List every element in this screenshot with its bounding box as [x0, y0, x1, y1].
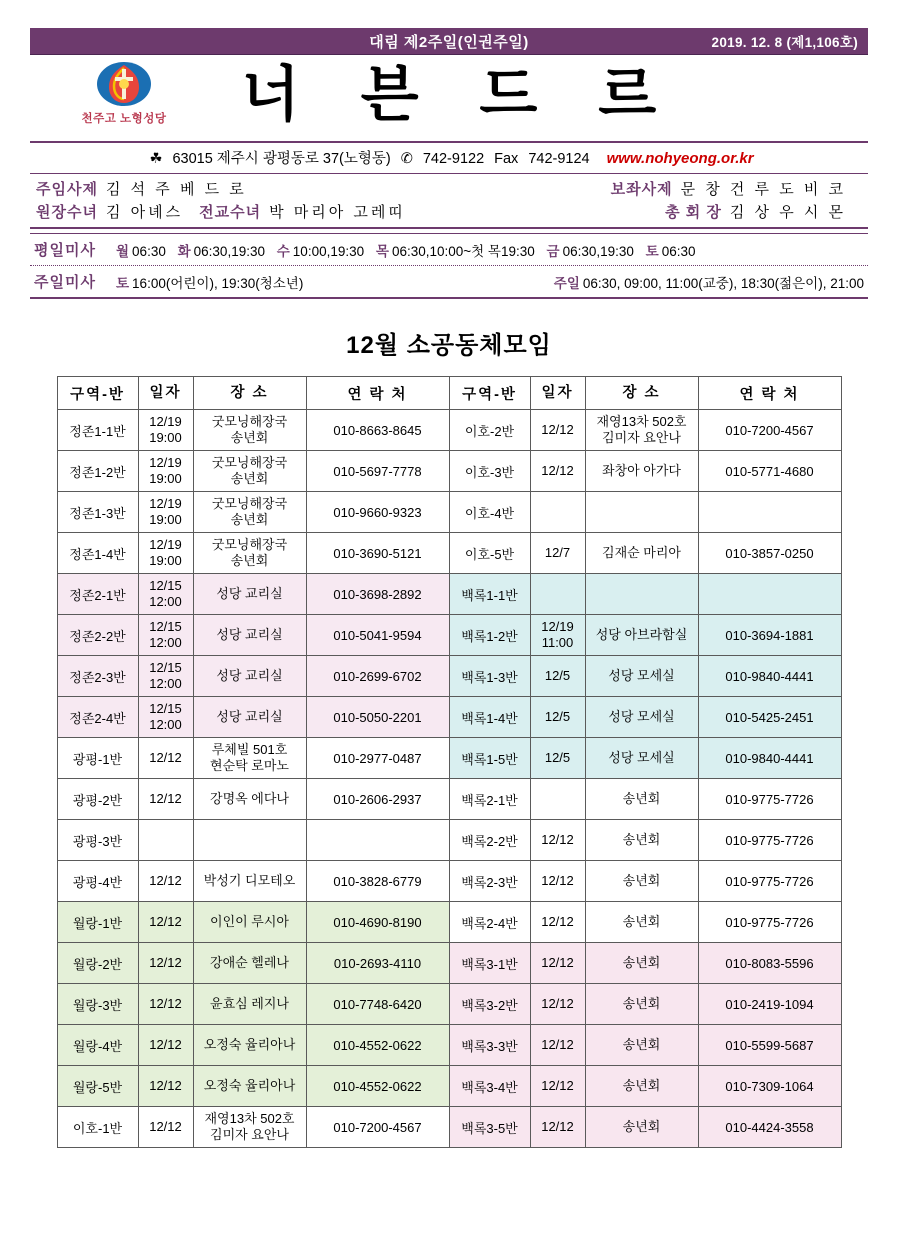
- associate-pastor-name: 문 창 건 루 도 비 코: [680, 181, 846, 198]
- cell-place-right: 송년회: [585, 1107, 698, 1148]
- cell-tel-right: 010-9840-4441: [698, 738, 841, 779]
- cell-place-left: 성당 교리실: [193, 697, 306, 738]
- small-community-meeting-table: [57, 376, 842, 1148]
- cell-group-right: 백록3-1반: [449, 943, 530, 984]
- cell-tel-right: 010-2419-1094: [698, 984, 841, 1025]
- table-row: [57, 984, 841, 1025]
- sunday-times-group: [554, 272, 864, 292]
- staff-row-sisters: [36, 200, 862, 223]
- cell-place-left: 오정숙 율리아나: [193, 1066, 306, 1107]
- table-row: [57, 574, 841, 615]
- superior-sister-label: 원장수녀: [36, 204, 98, 221]
- cell-group-left: 광평-3반: [57, 820, 138, 861]
- cell-tel-left: 010-3698-2892: [306, 574, 449, 615]
- weekday-day-1: 화: [177, 243, 191, 259]
- cell-place-right: 송년회: [585, 1025, 698, 1066]
- cell-group-right: 백록1-2반: [449, 615, 530, 656]
- cell-date-right: 12/12: [530, 984, 585, 1025]
- parish-fax: 742-9124: [528, 151, 590, 167]
- cell-tel-left: 010-8663-8645: [306, 410, 449, 451]
- cell-place-left: 박성기 디모테오: [193, 861, 306, 902]
- cell-tel-left: [306, 820, 449, 861]
- cell-tel-right: 010-9775-7726: [698, 902, 841, 943]
- cell-group-right: 백록1-3반: [449, 656, 530, 697]
- cell-place-right: [585, 492, 698, 533]
- cell-tel-left: 010-7748-6420: [306, 984, 449, 1025]
- cell-date-left: 12/12: [138, 738, 193, 779]
- catechist-sister-label: 전교수녀: [199, 204, 262, 221]
- catechist-sister-name: 박 마리아 고레띠: [269, 204, 406, 221]
- phone-icon: ✆: [400, 151, 413, 167]
- th-tel-left: 연 락 처: [306, 377, 449, 410]
- liturgical-season-title: 대림 제2주일(인권주일): [369, 33, 529, 51]
- cell-group-right: 이호-3반: [449, 451, 530, 492]
- cell-date-left: 12/19 19:00: [138, 410, 193, 451]
- cell-group-left: 월랑-4반: [57, 1025, 138, 1066]
- cell-date-left: 12/12: [138, 1107, 193, 1148]
- pastor-name: 김 석 주 베 드 로: [105, 181, 247, 198]
- cell-date-right: 12/12: [530, 1066, 585, 1107]
- table-header-row: [57, 377, 841, 410]
- pastor-label: 주임사제: [36, 181, 98, 198]
- th-place-right: 장 소: [585, 377, 698, 410]
- cell-place-left: 성당 교리실: [193, 574, 306, 615]
- table-row: [57, 943, 841, 984]
- cell-tel-right: 010-9840-4441: [698, 656, 841, 697]
- cell-date-right: 12/12: [530, 451, 585, 492]
- cell-date-right: 12/12: [530, 1025, 585, 1066]
- cell-tel-left: 010-4552-0622: [306, 1025, 449, 1066]
- weekday-mass-times: [116, 240, 864, 260]
- weekday-time-4: 06:30,19:30: [562, 243, 634, 259]
- sunday-time: 06:30, 09:00, 11:00(교중), 18:30(젊은이), 21:00: [582, 275, 864, 291]
- cell-group-left: 정존1-4반: [57, 533, 138, 574]
- cell-date-left: 12/12: [138, 779, 193, 820]
- parish-phone: 742-9122: [422, 151, 485, 167]
- cell-date-right: 12/19 11:00: [530, 615, 585, 656]
- cell-group-left: 정존2-3반: [57, 656, 138, 697]
- cell-date-left: 12/12: [138, 1025, 193, 1066]
- cell-date-right: 12/12: [530, 1107, 585, 1148]
- table-row: [57, 533, 841, 574]
- cell-tel-right: 010-3694-1881: [698, 615, 841, 656]
- cell-group-left: 월랑-5반: [57, 1066, 138, 1107]
- cell-tel-left: 010-5050-2201: [306, 697, 449, 738]
- cell-tel-left: 010-9660-9323: [306, 492, 449, 533]
- parish-address: 63015 제주시 광평동로 37(노형동): [172, 151, 391, 167]
- table-row: [57, 902, 841, 943]
- cell-group-left: 정존1-2반: [57, 451, 138, 492]
- sunday-saturday-time: 16:00(어린이), 19:30(청소년): [132, 275, 304, 291]
- cell-group-left: 정존2-4반: [57, 697, 138, 738]
- fax-label: Fax: [494, 151, 519, 167]
- table-row: [57, 820, 841, 861]
- church-emblem-icon: [95, 59, 153, 109]
- cell-tel-right: 010-3857-0250: [698, 533, 841, 574]
- cell-date-left: 12/19 19:00: [138, 533, 193, 574]
- weekday-day-3: 목: [375, 243, 389, 259]
- cell-tel-right: 010-9775-7726: [698, 861, 841, 902]
- cell-date-left: 12/12: [138, 943, 193, 984]
- cell-tel-left: 010-2606-2937: [306, 779, 449, 820]
- weekday-time-3: 06:30,10:00~첫 목19:30: [391, 243, 535, 259]
- cell-date-left: 12/19 19:00: [138, 451, 193, 492]
- staff-section: [30, 174, 868, 229]
- cell-group-right: 백록2-1반: [449, 779, 530, 820]
- th-group-right: 구역-반: [449, 377, 530, 410]
- cell-group-left: 광평-4반: [57, 861, 138, 902]
- cell-date-left: [138, 820, 193, 861]
- cell-date-left: 12/19 19:00: [138, 492, 193, 533]
- parish-logo: [72, 59, 176, 126]
- cell-group-right: 백록3-5반: [449, 1107, 530, 1148]
- cell-tel-right: 010-7309-1064: [698, 1066, 841, 1107]
- cell-group-left: 정존1-1반: [57, 410, 138, 451]
- cell-group-left: 이호-1반: [57, 1107, 138, 1148]
- table-row: [57, 451, 841, 492]
- parish-logo-caption: 천주고 노형성당: [81, 113, 167, 125]
- cell-tel-left: 010-2699-6702: [306, 656, 449, 697]
- cell-date-right: 12/12: [530, 902, 585, 943]
- issue-date-number: 2019. 12. 8 (제1,106호): [711, 35, 858, 50]
- cell-place-right: 송년회: [585, 820, 698, 861]
- cell-place-left: 윤효심 레지나: [193, 984, 306, 1025]
- cell-tel-left: 010-5697-7778: [306, 451, 449, 492]
- cell-place-right: 김재순 마리아: [585, 533, 698, 574]
- table-body: [57, 410, 841, 1148]
- cell-date-right: 12/5: [530, 697, 585, 738]
- table-row: [57, 615, 841, 656]
- cell-tel-right: 010-7200-4567: [698, 410, 841, 451]
- cell-date-right: [530, 574, 585, 615]
- table-row: [57, 738, 841, 779]
- cell-tel-left: 010-3690-5121: [306, 533, 449, 574]
- table-row: [57, 410, 841, 451]
- cell-place-left: 굿모닝해장국 송년회: [193, 533, 306, 574]
- cell-place-right: 송년회: [585, 779, 698, 820]
- mass-schedule: [30, 233, 868, 299]
- cell-tel-right: 010-9775-7726: [698, 820, 841, 861]
- cell-group-right: 백록2-3반: [449, 861, 530, 902]
- cell-tel-right: 010-5425-2451: [698, 697, 841, 738]
- cell-place-left: 성당 교리실: [193, 615, 306, 656]
- cell-tel-right: 010-4424-3558: [698, 1107, 841, 1148]
- superior-sister-name: 김 아녜스: [105, 204, 184, 221]
- weekday-day-5: 토: [645, 243, 659, 259]
- cell-tel-right: [698, 574, 841, 615]
- cell-date-right: 12/12: [530, 410, 585, 451]
- th-date-right: 일자: [530, 377, 585, 410]
- parish-website-link[interactable]: www.nohyeong.or.kr: [606, 150, 754, 167]
- cell-tel-left: 010-5041-9594: [306, 615, 449, 656]
- cell-tel-left: 010-4552-0622: [306, 1066, 449, 1107]
- weekday-day-4: 금: [546, 243, 560, 259]
- cell-date-right: [530, 779, 585, 820]
- emblem-svg: [95, 59, 153, 109]
- cell-group-left: 광평-1반: [57, 738, 138, 779]
- weekday-day-2: 수: [276, 243, 290, 259]
- cell-place-right: 성당 모세실: [585, 697, 698, 738]
- table-row: [57, 656, 841, 697]
- cell-place-right: 성당 모세실: [585, 656, 698, 697]
- cell-group-left: 월랑-1반: [57, 902, 138, 943]
- cell-tel-left: 010-4690-8190: [306, 902, 449, 943]
- cell-place-right: 좌창아 아가다: [585, 451, 698, 492]
- table-row: [57, 779, 841, 820]
- sunday-mass-times: [116, 272, 864, 292]
- cell-tel-left: 010-7200-4567: [306, 1107, 449, 1148]
- cell-date-right: 12/12: [530, 861, 585, 902]
- cell-place-right: 송년회: [585, 902, 698, 943]
- sunday-saturday-day: 토: [116, 275, 130, 291]
- table-row: [57, 492, 841, 533]
- bulletin-title: 너 븐 드 르: [241, 60, 677, 130]
- cell-group-right: 백록3-3반: [449, 1025, 530, 1066]
- cell-group-right: 백록2-4반: [449, 902, 530, 943]
- cell-place-left: 굿모닝해장국 송년회: [193, 492, 306, 533]
- cell-group-left: 정존1-3반: [57, 492, 138, 533]
- cell-group-right: 백록1-5반: [449, 738, 530, 779]
- cell-date-left: 12/12: [138, 861, 193, 902]
- cell-tel-right: 010-8083-5596: [698, 943, 841, 984]
- cell-group-right: 백록1-1반: [449, 574, 530, 615]
- th-group-left: 구역-반: [57, 377, 138, 410]
- table-row: [57, 697, 841, 738]
- contact-line: [30, 143, 868, 174]
- cell-group-left: 광평-2반: [57, 779, 138, 820]
- cell-tel-right: [698, 492, 841, 533]
- weekday-time-2: 10:00,19:30: [292, 243, 365, 259]
- cell-place-right: 성당 아브라함실: [585, 615, 698, 656]
- cell-date-right: 12/5: [530, 738, 585, 779]
- cell-place-right: 송년회: [585, 984, 698, 1025]
- cell-group-left: 월랑-2반: [57, 943, 138, 984]
- cell-place-left: 굿모닝해장국 송년회: [193, 410, 306, 451]
- cell-place-left: 이인이 루시아: [193, 902, 306, 943]
- cell-group-right: 백록2-2반: [449, 820, 530, 861]
- cell-date-right: 12/7: [530, 533, 585, 574]
- cell-date-left: 12/15 12:00: [138, 656, 193, 697]
- cell-place-left: 굿모닝해장국 송년회: [193, 451, 306, 492]
- cell-place-right: 송년회: [585, 943, 698, 984]
- cell-group-left: 정존2-2반: [57, 615, 138, 656]
- council-president-name: 김 상 우 시 몬: [729, 204, 846, 221]
- cell-tel-right: 010-9775-7726: [698, 779, 841, 820]
- associate-pastor-label: 보좌사제: [610, 181, 673, 198]
- table-row: [57, 861, 841, 902]
- cell-date-left: 12/15 12:00: [138, 697, 193, 738]
- council-president-label: 총 회 장: [665, 204, 722, 221]
- cell-tel-right: 010-5599-5687: [698, 1025, 841, 1066]
- cell-group-right: 이호-4반: [449, 492, 530, 533]
- cell-group-right: 이호-2반: [449, 410, 530, 451]
- cell-date-left: 12/12: [138, 984, 193, 1025]
- cell-group-right: 백록3-2반: [449, 984, 530, 1025]
- weekday-time-0: 06:30: [132, 243, 166, 259]
- cell-date-right: [530, 492, 585, 533]
- cell-date-right: 12/12: [530, 820, 585, 861]
- cell-place-left: [193, 820, 306, 861]
- table-row: [57, 1066, 841, 1107]
- cell-place-right: 송년회: [585, 861, 698, 902]
- th-tel-right: 연 락 처: [698, 377, 841, 410]
- cell-tel-left: 010-2693-4110: [306, 943, 449, 984]
- cell-date-left: 12/12: [138, 1066, 193, 1107]
- cell-group-left: 월랑-3반: [57, 984, 138, 1025]
- cell-tel-right: 010-5771-4680: [698, 451, 841, 492]
- sunday-mass-label: 주일미사: [34, 274, 96, 291]
- cell-group-right: 이호-5반: [449, 533, 530, 574]
- table-row: [57, 1107, 841, 1148]
- table-head: [57, 377, 841, 410]
- weekday-mass-label: 평일미사: [34, 242, 96, 259]
- cell-place-right: 성당 모세실: [585, 738, 698, 779]
- weekday-time-1: 06:30,19:30: [193, 243, 265, 259]
- cell-tel-left: 010-2977-0487: [306, 738, 449, 779]
- weekday-day-0: 월: [116, 243, 130, 259]
- location-icon: ☘: [149, 151, 163, 167]
- weekday-time-5: 06:30: [661, 243, 696, 259]
- cell-date-left: 12/12: [138, 902, 193, 943]
- cell-place-right: [585, 574, 698, 615]
- cell-place-left: 오정숙 율리아나: [193, 1025, 306, 1066]
- sunday-day: 주일: [553, 275, 580, 291]
- cell-group-left: 정존2-1반: [57, 574, 138, 615]
- cell-place-right: 송년회: [585, 1066, 698, 1107]
- cell-place-left: 성당 교리실: [193, 656, 306, 697]
- cell-place-right: 재영13차 502호 김미자 요안나: [585, 410, 698, 451]
- sunday-mass-row: [30, 266, 868, 299]
- cell-tel-left: 010-3828-6779: [306, 861, 449, 902]
- masthead: [30, 55, 868, 143]
- table-row: [57, 1025, 841, 1066]
- top-banner: [30, 28, 868, 55]
- cell-group-right: 백록3-4반: [449, 1066, 530, 1107]
- cell-place-left: 강애순 헬레나: [193, 943, 306, 984]
- cell-date-left: 12/15 12:00: [138, 574, 193, 615]
- th-date-left: 일자: [138, 377, 193, 410]
- cell-date-right: 12/5: [530, 656, 585, 697]
- page-title: 12월 소공동체모임: [346, 332, 552, 359]
- th-place-left: 장 소: [193, 377, 306, 410]
- cell-group-right: 백록1-4반: [449, 697, 530, 738]
- cell-date-left: 12/15 12:00: [138, 615, 193, 656]
- cell-place-left: 강명옥 에다나: [193, 779, 306, 820]
- cell-place-left: 루체빌 501호 현순탁 로마노: [193, 738, 306, 779]
- cell-place-left: 재영13차 502호 김미자 요안나: [193, 1107, 306, 1148]
- staff-row-priests: [36, 177, 862, 200]
- weekday-mass-row: [30, 233, 868, 266]
- cell-date-right: 12/12: [530, 943, 585, 984]
